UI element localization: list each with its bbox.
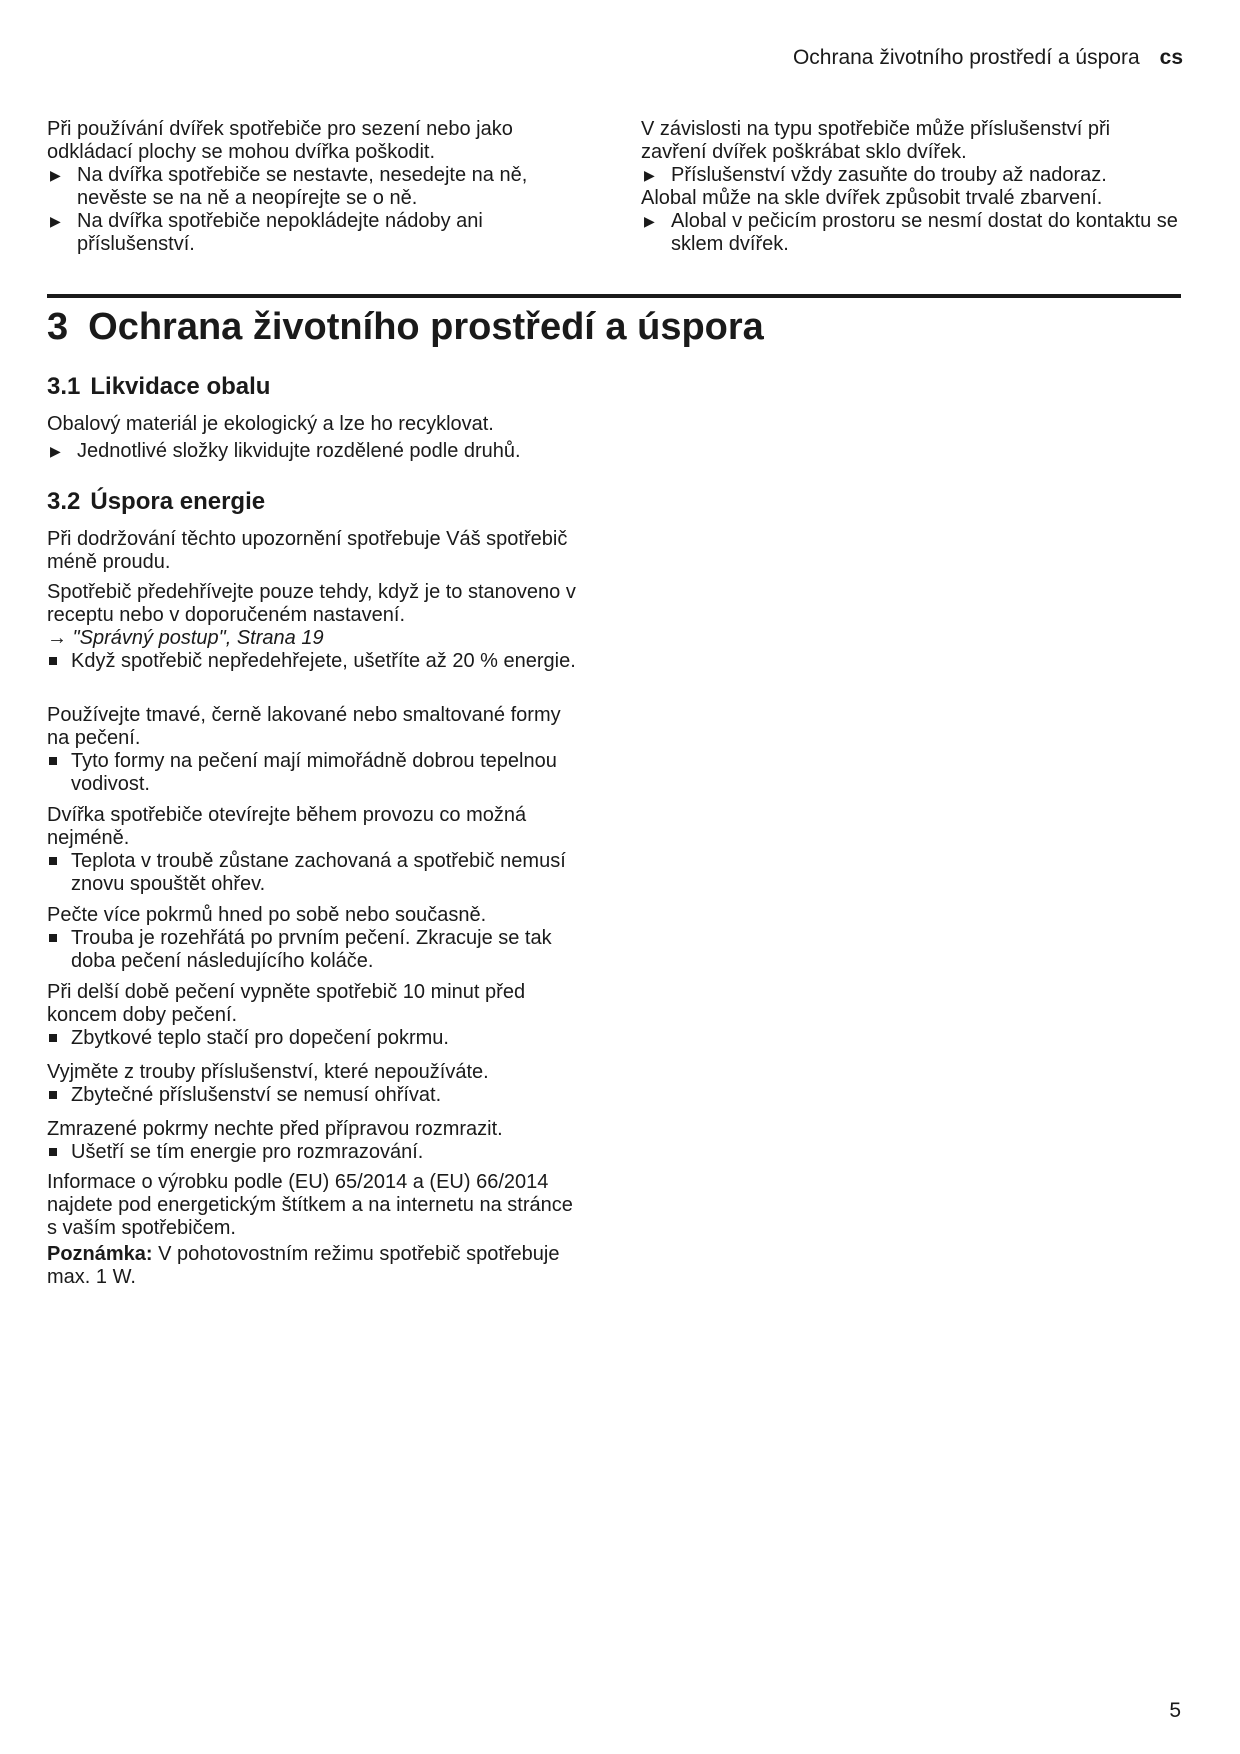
- section-text: Obalový materiál je ekologický a lze ho recyklovat.: [47, 413, 494, 435]
- language-code: cs: [1159, 46, 1183, 69]
- triangle-bullet-icon: ▶: [50, 443, 61, 459]
- triangle-bullet-icon: ▶: [50, 167, 61, 183]
- list-item: Tyto formy na pečení mají mimořádně dobrou tepelnou vodivost.: [47, 750, 601, 796]
- tip-text: Dvířka spotřebiče otevírejte během provozu co možná nejméně.: [47, 804, 527, 849]
- list-item: Zbytečné příslušenství se nemusí ohřívat.: [47, 1084, 601, 1107]
- list-item: Teplota v troubě zůstane zachovaná a spotřebič nemusí znovu spouštět ohřev.: [47, 850, 601, 896]
- running-header: [793, 46, 1183, 70]
- section-intro: Při dodržování těchto upozornění spotřebuje Váš spotřebič méně proudu.: [47, 528, 568, 573]
- chapter-heading: 3 Ochrana životního prostředí a úspora: [47, 306, 764, 348]
- list-item: ▶ Na dvířka spotřebiče nepokládejte nádoby ani příslušenství.: [50, 210, 483, 255]
- chapter-divider: [47, 294, 1181, 298]
- door-warning-text: Při používání dvířek spotřebiče pro sezení nebo jako odkládací plochy se mohou dvířka poškodit.: [47, 118, 513, 163]
- list-item: Trouba je rozehřátá po prvním pečení. Zkracuje se tak doba pečení následujícího koláče.: [47, 927, 601, 973]
- section-heading: 3.2 Úspora energie: [47, 488, 266, 515]
- note-text: V pohotovostním režimu spotřebič spotřebuje max. 1 W.: [47, 1243, 560, 1288]
- tip-text: Používejte tmavé, černě lakované nebo smaltované formy na pečení.: [47, 704, 561, 749]
- square-bullet-icon: [49, 934, 57, 942]
- list-item: Zbytkové teplo stačí pro dopečení pokrmu.: [47, 1027, 601, 1050]
- tip-text: Spotřebič předehřívejte pouze tehdy, když je to stanoveno v receptu nebo v doporučeném nastavení.: [47, 581, 576, 626]
- square-bullet-icon: [49, 1148, 57, 1156]
- square-bullet-icon: [49, 657, 57, 665]
- note: [47, 1243, 577, 1289]
- tip-text: Při delší době pečení vypněte spotřebič 10 minut před koncem doby pečení.: [47, 981, 526, 1026]
- list-item: ▶ Alobal v pečicím prostoru se nesmí dostat do kontaktu se sklem dvířek.: [644, 210, 1178, 255]
- square-bullet-icon: [49, 1034, 57, 1042]
- foil-warning-text: Alobal může na skle dvířek způsobit trvalé zbarvení.: [641, 187, 1103, 209]
- tip-text: Vyjměte z trouby příslušenství, které nepoužíváte.: [47, 1061, 489, 1083]
- accessory-warning-text: V závislosti na typu spotřebiče může příslušenství při zavření dvířek poškrábat sklo dvířek.: [641, 118, 1111, 163]
- product-info-text: Informace o výrobku podle (EU) 65/2014 a (EU) 66/2014 najdete pod energetickým štítkem a na internetu na stránce s vaším spotřebičem.: [47, 1171, 573, 1239]
- section-heading: 3.1 Likvidace obalu: [47, 373, 271, 400]
- square-bullet-icon: [49, 757, 57, 765]
- cross-reference-link[interactable]: → "Správný postup", Strana 19: [47, 627, 324, 649]
- triangle-bullet-icon: ▶: [644, 167, 655, 183]
- tip-text: Zmrazené pokrmy nechte před přípravou rozmrazit.: [47, 1118, 503, 1140]
- list-item: ▶ Příslušenství vždy zasuňte do trouby až nadoraz.: [644, 164, 1107, 186]
- list-item: ▶ Jednotlivé složky likvidujte rozdělené podle druhů.: [50, 440, 521, 462]
- list-item: ▶ Na dvířka spotřebiče se nestavte, nesedejte na ně, nevěste se na ně a neopírejte se o ně.: [50, 164, 528, 209]
- square-bullet-icon: [49, 857, 57, 865]
- list-item: Ušetří se tím energie pro rozmrazování.: [47, 1141, 601, 1164]
- header-section-title: Ochrana životního prostředí a úspora: [792, 46, 1140, 69]
- square-bullet-icon: [49, 1091, 57, 1099]
- tip-text: Pečte více pokrmů hned po sobě nebo současně.: [47, 904, 487, 926]
- triangle-bullet-icon: ▶: [50, 213, 61, 229]
- note-label: Poznámka:: [47, 1243, 153, 1265]
- list-item: Když spotřebič nepředehřejete, ušetříte až 20 % energie.: [47, 650, 601, 673]
- triangle-bullet-icon: ▶: [644, 213, 655, 229]
- page-number: 5: [1169, 1699, 1181, 1722]
